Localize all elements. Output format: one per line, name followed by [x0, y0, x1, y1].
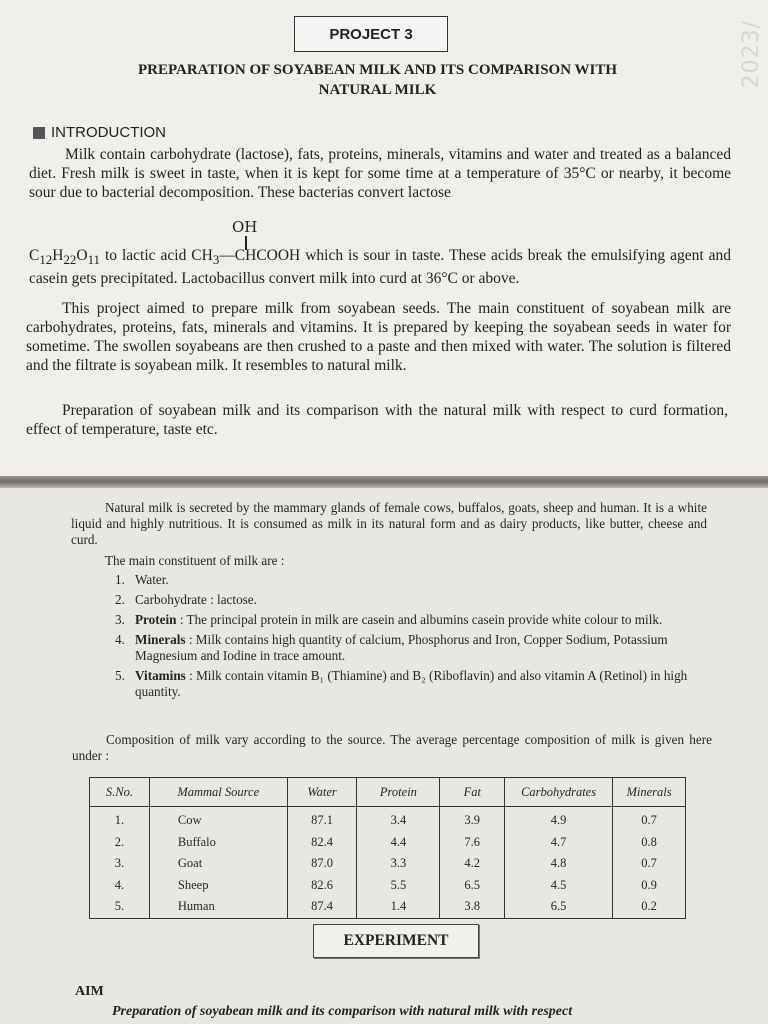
- list-item: [115, 668, 710, 700]
- list-item: [115, 612, 710, 628]
- constituents-list: [115, 572, 710, 704]
- aim-label: AIM: [75, 984, 104, 999]
- list-item-text: Water.: [135, 572, 169, 587]
- aim-text: Preparation of soyabean milk and its comparison with natural milk with respect: [112, 1004, 573, 1019]
- list-item-text: Minerals : Milk contains high quantity of calcium, Phosphorus and Iron, Copper Sodium, Potassium Magnesium and Iodine in trace amount.: [135, 632, 668, 663]
- table-header-cell: Protein: [357, 778, 440, 807]
- table-cell: Sheep: [149, 875, 287, 897]
- table-cell: 4.5: [505, 875, 613, 897]
- table-cell: 3.3: [357, 853, 440, 875]
- project-label: PROJECT 3: [294, 16, 448, 52]
- table-cell: 0.2: [613, 896, 686, 918]
- intro-paragraph-4: Preparation of soyabean milk and its comparison with the natural milk with respect to curd formation, effect of temperature, taste etc.: [26, 402, 728, 438]
- table-row: [90, 896, 686, 918]
- list-item-number: 4.: [115, 632, 125, 647]
- table-cell: 2.: [90, 832, 150, 854]
- table-cell: 87.0: [287, 853, 357, 875]
- introduction-heading: [33, 124, 166, 141]
- table-cell: 4.: [90, 875, 150, 897]
- list-item-term: Vitamins: [135, 668, 186, 683]
- intro-paragraph-2: $C_{12}H_{22}O_{11}$ to lactic acid $CH_3—CHCOOH$ which is sour in taste. These acids break the emulsifying agent and casein gets precipitated. Lactobacillus convert milk into curd at 36°C or above.: [29, 247, 731, 288]
- table-row: [90, 853, 686, 875]
- table-cell: 1.4: [357, 896, 440, 918]
- table-cell: 0.7: [613, 853, 686, 875]
- table-header-cell: Water: [287, 778, 357, 807]
- table-row: [90, 832, 686, 854]
- table-header-cell: Carbohydrates: [505, 778, 613, 807]
- table-cell: 7.6: [440, 832, 505, 854]
- table-header-cell: Fat: [440, 778, 505, 807]
- table-cell: Human: [149, 896, 287, 918]
- table-cell: 4.4: [357, 832, 440, 854]
- intro-paragraph-3: This project aimed to prepare milk from soyabean seeds. The main constituent of soyabean milk are carbohydrates, proteins, fats, minerals and vitamins. It is prepared by keeping the soyabean seeds in water for sometime. The swollen soyabeans are then crushed to a paste and then mixed with water. The solution is filtered and the filtrate is soyabean milk. It resembles to natural milk.: [26, 300, 731, 374]
- list-item-number: 2.: [115, 592, 125, 607]
- table-cell: 3.8: [440, 896, 505, 918]
- table-header-cell: Minerals: [613, 778, 686, 807]
- table-cell: 5.: [90, 896, 150, 918]
- table-header-row: [90, 778, 686, 807]
- table-cell: 6.5: [505, 896, 613, 918]
- table-cell: 3.9: [440, 807, 505, 832]
- list-item: [115, 632, 710, 664]
- table-cell: 87.1: [287, 807, 357, 832]
- table-row: [90, 875, 686, 897]
- table-cell: 4.2: [440, 853, 505, 875]
- list-item-text: Carbohydrate : lactose.: [135, 592, 257, 607]
- table-cell: 4.8: [505, 853, 613, 875]
- table-cell: 0.9: [613, 875, 686, 897]
- table-cell: 4.9: [505, 807, 613, 832]
- table-cell: 1.: [90, 807, 150, 832]
- table-cell: 4.7: [505, 832, 613, 854]
- table-cell: 87.4: [287, 896, 357, 918]
- table-cell: Goat: [149, 853, 287, 875]
- table-cell: 5.5: [357, 875, 440, 897]
- composition-table: [89, 777, 686, 919]
- composition-intro: Composition of milk vary according to the source. The average percentage composition of milk is given here under :: [72, 732, 712, 763]
- list-item-term: Minerals: [135, 632, 186, 647]
- bullet-square-icon: [33, 127, 45, 139]
- table-header-cell: S.No.: [90, 778, 150, 807]
- table-cell: 3.4: [357, 807, 440, 832]
- upper-page: [0, 0, 768, 482]
- table-cell: 82.4: [287, 832, 357, 854]
- table-header-cell: Mammal Source: [149, 778, 287, 807]
- table-cell: Buffalo: [149, 832, 287, 854]
- table-body: [90, 807, 686, 919]
- list-item: [115, 572, 710, 588]
- list-item-term: Protein: [135, 612, 177, 627]
- page-title: PREPARATION OF SOYABEAN MILK AND ITS COMPARISON WITH NATURAL MILK: [137, 62, 618, 98]
- table-cell: Cow: [149, 807, 287, 832]
- natural-milk-paragraph: Natural milk is secreted by the mammary glands of female cows, buffalos, goats, sheep and human. It is a white liquid and highly nutritious. It is consumed as milk in its natural form and as dairy products, like butter, cheese and curd.: [71, 500, 707, 547]
- table-cell: 0.8: [613, 832, 686, 854]
- table-cell: 82.6: [287, 875, 357, 897]
- table-cell: 3.: [90, 853, 150, 875]
- list-item-number: 5.: [115, 668, 125, 683]
- list-item: [115, 592, 710, 608]
- intro-paragraph-1: Milk contain carbohydrate (lactose), fats, proteins, minerals, vitamins and water and treated as a balanced diet. Fresh milk is sweet in taste, when it is kept for some time at a temperature of 35°C or nearby, it become sour due to bacterial decomposition. These bacterias convert lactose: [29, 146, 731, 201]
- introduction-heading-text: INTRODUCTION: [51, 124, 166, 141]
- hydroxyl-group-label: OH: [232, 218, 258, 236]
- table-row: [90, 807, 686, 832]
- list-item-number: 1.: [115, 572, 125, 587]
- list-item-number: 3.: [115, 612, 125, 627]
- table-cell: 0.7: [613, 807, 686, 832]
- table-cell: 6.5: [440, 875, 505, 897]
- watermark: 2023/: [739, 20, 764, 89]
- constituents-intro: The main constituent of milk are :: [105, 553, 285, 568]
- list-item-text: Vitamins : Milk contain vitamin B₁ (Thiamine) and B₂ (Riboflavin) and also vitamin A (Retinol) in high quantity.: [135, 668, 688, 699]
- experiment-heading: EXPERIMENT: [313, 924, 479, 958]
- list-item-text: Protein : The principal protein in milk are casein and albumins casein provide white colour to milk.: [135, 612, 663, 627]
